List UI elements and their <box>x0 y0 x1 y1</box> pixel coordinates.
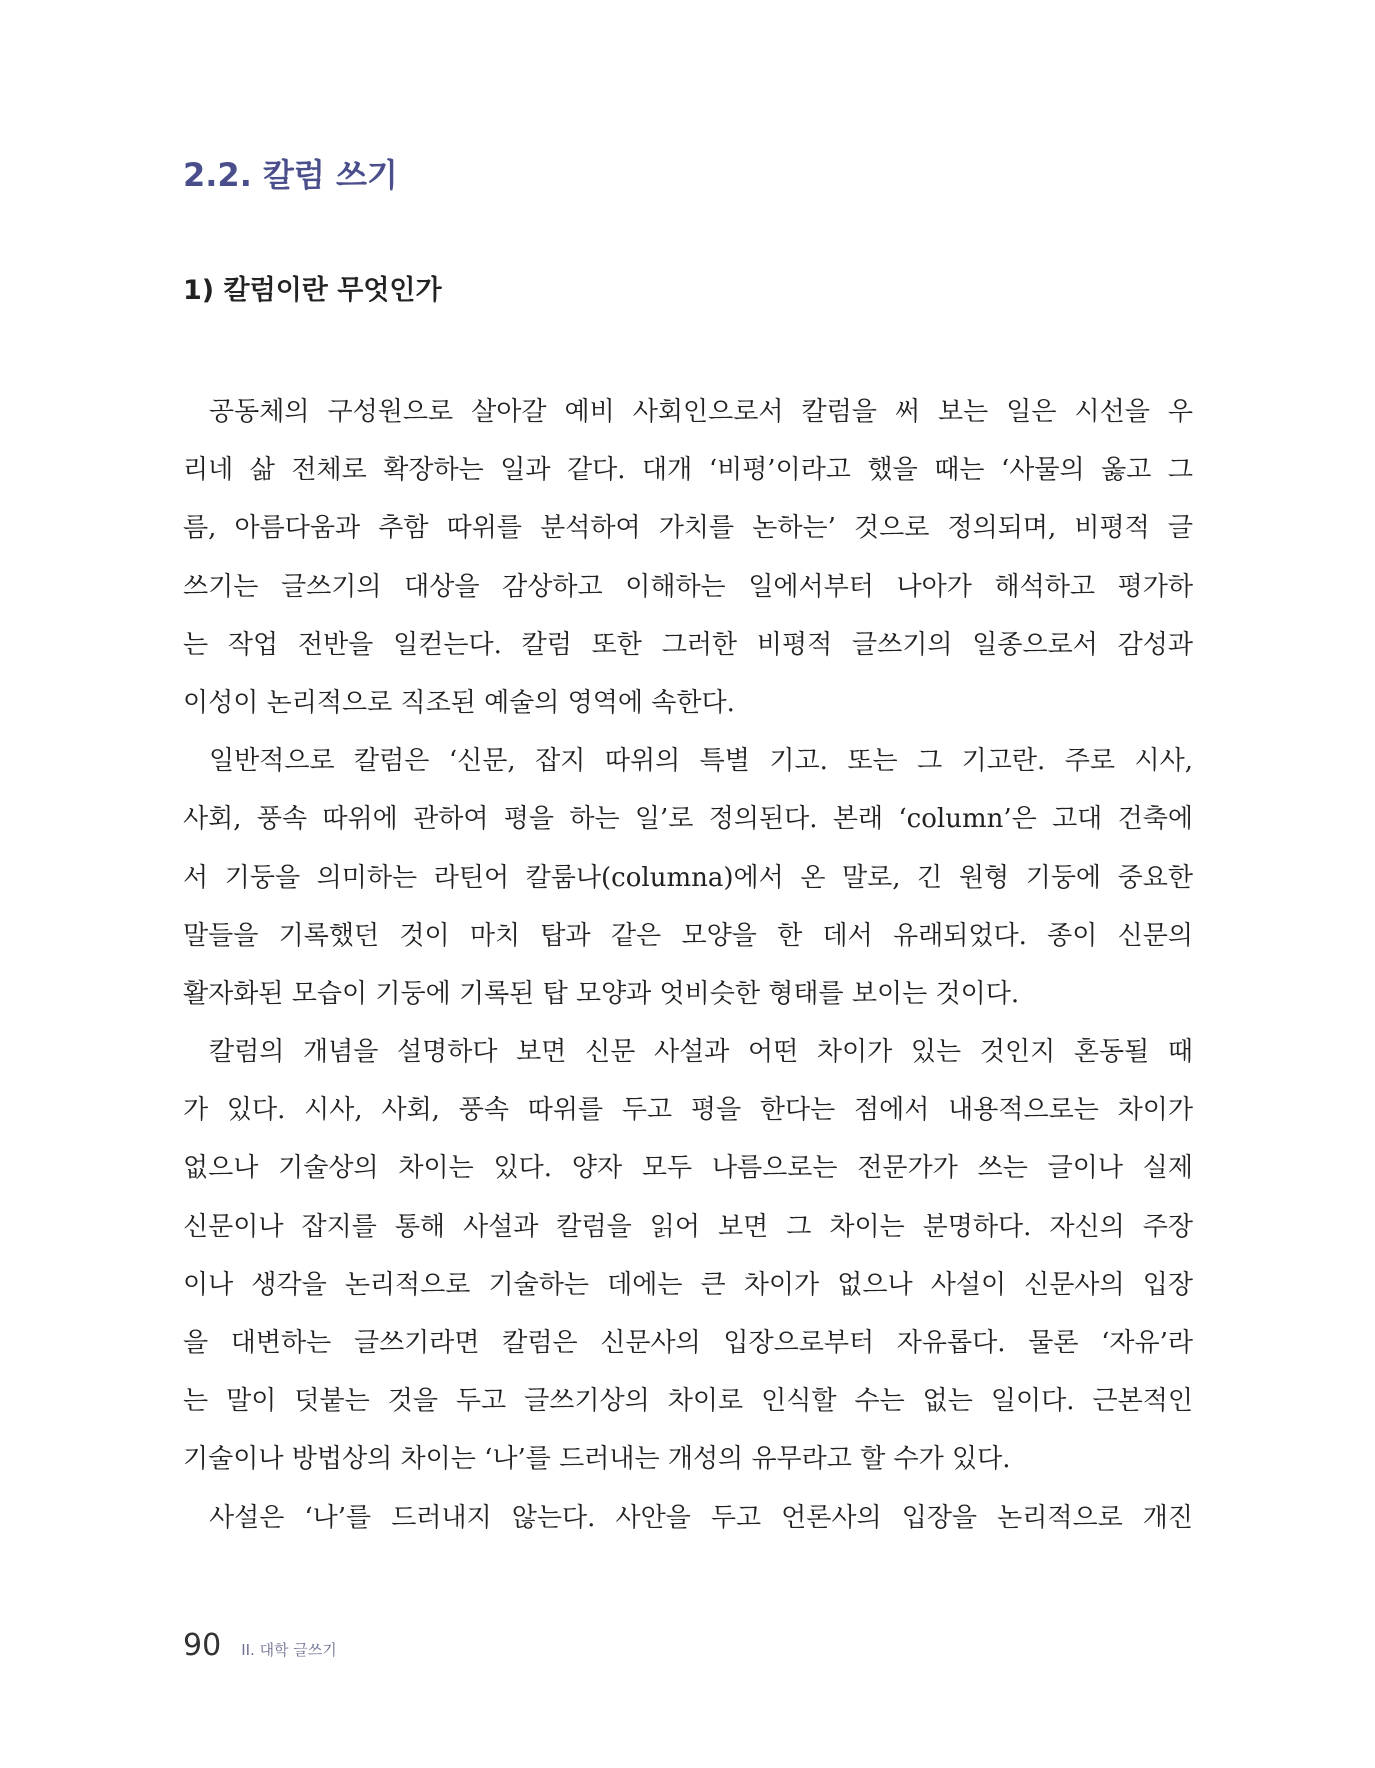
text-line: 을 대변하는 글쓰기라면 칼럼은 신문사의 입장으로부터 자유롭다. 물론 ‘자유’라 <box>183 1328 1193 1358</box>
text-line: 쓰기는 글쓰기의 대상을 감상하고 이해하는 일에서부터 나아가 해석하고 평가하 <box>183 571 1193 602</box>
text-line: 없으나 기술상의 차이는 있다. 양자 모두 나름으로는 전문가가 쓰는 글이나 실제 <box>183 1153 1193 1184</box>
paragraph <box>183 1023 1193 1489</box>
paragraph <box>183 732 1193 1023</box>
text-line: 는 작업 전반을 일컫는다. 칼럼 또한 그러한 비평적 글쓰기의 일종으로서 감성과 <box>183 629 1193 660</box>
text-line: 름, 아름다움과 추함 따위를 분석하여 가치를 논하는’ 것으로 정의되며, 비평적 글 <box>183 513 1193 544</box>
paragraph <box>183 383 1193 732</box>
text-line: 칼럼의 개념을 설명하다 보면 신문 사설과 어떤 차이가 있는 것인지 혼동될 때 <box>209 1037 1193 1068</box>
page-footer <box>183 1628 337 1663</box>
body-text <box>183 383 1193 1547</box>
text-line: 신문이나 잡지를 통해 사설과 칼럼을 읽어 보면 그 차이는 분명하다. 자신의 주장 <box>183 1211 1193 1242</box>
text-line: 기술이나 방법상의 차이는 ‘나’를 드러내는 개성의 유무라고 할 수가 있다. <box>183 1444 1011 1475</box>
text-line: 이나 생각을 논리적으로 기술하는 데에는 큰 차이가 없으나 사설이 신문사의 입장 <box>183 1269 1193 1300</box>
text-line: 일반적으로 칼럼은 ‘신문, 잡지 따위의 특별 기고. 또는 그 기고란. 주로 시사, <box>209 746 1193 777</box>
text-line: 말들을 기록했던 것이 마치 탑과 같은 모양을 한 데서 유래되었다. 종이 신문의 <box>183 920 1193 951</box>
text-line: 사설은 ‘나’를 드러내지 않는다. 사안을 두고 언론사의 입장을 논리적으로 개진 <box>209 1502 1193 1533</box>
section-title: 2.2. 칼럼 쓰기 <box>183 156 398 194</box>
text-line: 공동체의 구성원으로 살아갈 예비 사회인으로서 칼럼을 써 보는 일은 시선을 우 <box>209 397 1193 427</box>
text-line: 이성이 논리적으로 직조된 예술의 영역에 속한다. <box>183 687 735 718</box>
running-head: II. 대학 글쓰기 <box>241 1641 337 1659</box>
text-line: 가 있다. 시사, 사회, 풍속 따위를 두고 평을 한다는 점에서 내용적으로는 차이가 <box>183 1095 1193 1126</box>
text-line: 는 말이 덧붙는 것을 두고 글쓰기상의 차이로 인식할 수는 없는 일이다. 근본적인 <box>183 1386 1193 1417</box>
page-number: 90 <box>183 1628 222 1663</box>
text-line: 활자화된 모습이 기둥에 기록된 탑 모양과 엇비슷한 형태를 보이는 것이다. <box>183 978 1020 1009</box>
text-line: 리네 삶 전체로 확장하는 일과 같다. 대개 ‘비평’이라고 했을 때는 ‘사물의 옳고 그 <box>183 455 1193 486</box>
paragraph <box>183 1489 1193 1547</box>
subsection-title: 1) 칼럼이란 무엇인가 <box>183 275 442 306</box>
text-line: 사회, 풍속 따위에 관하여 평을 하는 일’로 정의된다. 본래 ‘column’은 고대 건축에 <box>183 804 1193 835</box>
text-line: 서 기둥을 의미하는 라틴어 칼룸나(columna)에서 온 말로, 긴 원형 기둥에 중요한 <box>183 862 1193 893</box>
